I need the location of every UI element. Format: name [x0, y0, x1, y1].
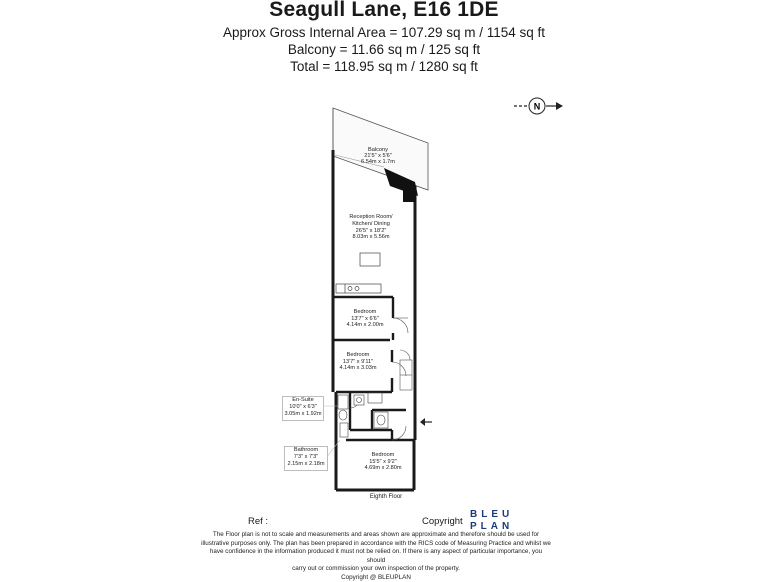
balcony-area: Balcony = 11.66 sq m / 125 sq ft [0, 42, 768, 57]
structural-column-right [403, 190, 416, 202]
disclaimer-line: The Floor plan is not to scale and measurements and areas shown are approximate and therefore should be used for [200, 531, 552, 540]
svg-text:4.14m x 2.00m: 4.14m x 2.00m [347, 322, 384, 328]
disclaimer-line: have confidence in the information produced it must not be relied on. If there is any aspect of particular importance, you should [200, 548, 552, 565]
copyright-label: Copyright [422, 516, 463, 527]
svg-text:Bedroom: Bedroom [347, 352, 370, 358]
property-title: Seagull Lane, E16 1DE [0, 0, 768, 22]
bleuplan-logo [470, 509, 513, 533]
svg-text:Kitchen/ Dining: Kitchen/ Dining [352, 221, 390, 227]
room-label-bedroom-3 [365, 452, 402, 471]
svg-text:21'5" x 5'6": 21'5" x 5'6" [364, 153, 392, 159]
en-suite-name: En-Suite [283, 397, 323, 404]
copyright-line: Copyright @ BLEUPLAN [200, 574, 552, 582]
svg-text:Bedroom: Bedroom [372, 452, 395, 458]
svg-text:4.69m x 2.80m: 4.69m x 2.80m [365, 465, 402, 471]
room-label-bedroom-2 [340, 352, 377, 371]
total-area: Total = 118.95 sq m / 1280 sq ft [0, 59, 768, 74]
en-suite-imperial: 10'0" x 6'3" [283, 404, 323, 411]
svg-text:15'5" x 9'2": 15'5" x 9'2" [369, 459, 397, 465]
room-label-reception [349, 214, 393, 240]
svg-text:13'7" x 9'11": 13'7" x 9'11" [343, 359, 373, 365]
svg-text:Balcony: Balcony [368, 147, 388, 153]
svg-text:Bedroom: Bedroom [354, 309, 377, 315]
disclaimer [200, 531, 552, 582]
disclaimer-line: carry out or commission your own inspection of the property. [200, 565, 552, 574]
svg-text:13'7" x 6'6": 13'7" x 6'6" [351, 316, 379, 322]
en-suite-metric: 3.05m x 1.92m [283, 411, 323, 418]
bathroom-name: Bathroom [285, 447, 327, 454]
disclaimer-line: illustrative purposes only. The plan has been prepared in accordance with the RICS code of Measuring Practice and whilst we [200, 540, 552, 549]
logo-bottom: PLAN [470, 521, 513, 533]
compass-north-letter: N [534, 102, 541, 112]
floor-label: Eighth Floor [356, 494, 416, 500]
svg-text:8.03m x 5.56m: 8.03m x 5.56m [353, 234, 390, 240]
svg-text:Reception Room/: Reception Room/ [349, 214, 393, 220]
ref-label: Ref : [248, 516, 268, 527]
logo-top: BLEU [470, 509, 513, 521]
bathroom-metric: 2.15m x 2.18m [285, 461, 327, 468]
entrance-arrow-icon [420, 418, 432, 426]
kitchen-units [336, 253, 381, 293]
gross-internal-area: Approx Gross Internal Area = 107.29 sq m / 1154 sq ft [0, 25, 768, 40]
svg-text:6.54m x 1.7m: 6.54m x 1.7m [361, 159, 395, 165]
room-label-en-suite [282, 396, 324, 421]
svg-text:4.14m x 3.03m: 4.14m x 3.03m [340, 365, 377, 371]
room-label-bathroom [284, 446, 328, 471]
room-label-bedroom-1 [347, 309, 384, 328]
bathroom-imperial: 7'3" x 7'3" [285, 454, 327, 461]
svg-text:26'5" x 18'2": 26'5" x 18'2" [356, 228, 387, 234]
